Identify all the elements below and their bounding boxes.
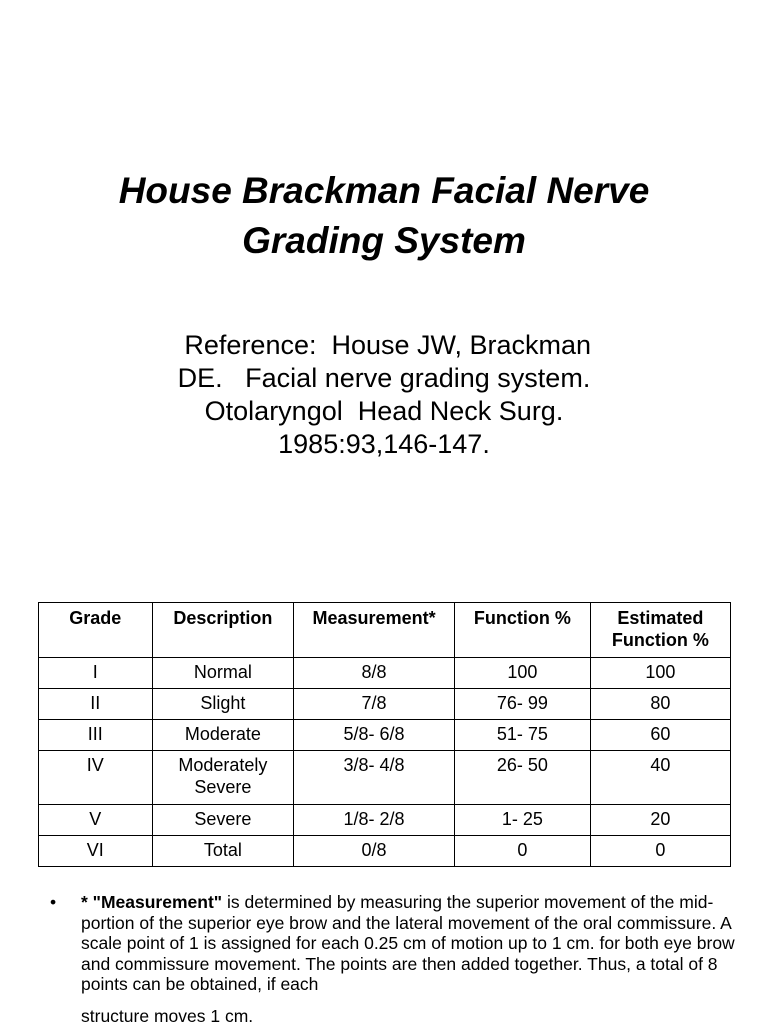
cell-measurement: 7/8 [294, 689, 455, 720]
cell-measurement: 0/8 [294, 836, 455, 867]
cell-measurement: 8/8 [294, 658, 455, 689]
cell-description-line-2: Severe [194, 777, 251, 797]
reference-line-3: Otolaryngol Head Neck Surg. [0, 395, 768, 428]
cell-description: Moderate [152, 720, 294, 751]
cell-estimated: 0 [590, 836, 730, 867]
header-grade: Grade [39, 603, 153, 658]
header-measurement: Measurement* [294, 603, 455, 658]
cell-estimated: 80 [590, 689, 730, 720]
reference-line-2: DE. Facial nerve grading system. [0, 362, 768, 395]
header-function: Function % [454, 603, 590, 658]
reference-line-1: Reference: House JW, Brackman [0, 329, 768, 362]
cell-grade: V [39, 805, 153, 836]
cell-function: 0 [454, 836, 590, 867]
cell-function: 100 [454, 658, 590, 689]
page-title [0, 166, 768, 266]
cell-function: 1- 25 [454, 805, 590, 836]
table-row [39, 720, 731, 751]
header-estimated-function [590, 603, 730, 658]
cell-description: Slight [152, 689, 294, 720]
cell-grade: II [39, 689, 153, 720]
cell-estimated: 60 [590, 720, 730, 751]
bullet-icon: • [50, 892, 56, 913]
reference-citation [0, 329, 768, 461]
table-row [39, 751, 731, 805]
cell-grade: IV [39, 751, 153, 805]
cell-function: 51- 75 [454, 720, 590, 751]
cell-description: Normal [152, 658, 294, 689]
cell-grade: III [39, 720, 153, 751]
header-estimated-line-1: Estimated [617, 608, 703, 628]
table-header-row [39, 603, 731, 658]
table-row [39, 689, 731, 720]
cell-function: 76- 99 [454, 689, 590, 720]
header-description: Description [152, 603, 294, 658]
title-line-1: House Brackman Facial Nerve [0, 166, 768, 216]
table-row [39, 658, 731, 689]
footnote-lead: * "Measurement" [81, 892, 222, 912]
cell-estimated: 100 [590, 658, 730, 689]
header-estimated-line-2: Function % [612, 630, 709, 650]
table-row [39, 836, 731, 867]
table-row [39, 805, 731, 836]
cell-measurement: 1/8- 2/8 [294, 805, 455, 836]
cell-grade: VI [39, 836, 153, 867]
title-line-2: Grading System [0, 216, 768, 266]
footnote-text [81, 892, 740, 1026]
cell-estimated: 20 [590, 805, 730, 836]
cell-measurement: 5/8- 6/8 [294, 720, 455, 751]
cell-function: 26- 50 [454, 751, 590, 805]
grading-table [38, 602, 731, 867]
cell-description [152, 751, 294, 805]
cell-grade: I [39, 658, 153, 689]
footnote-body: is determined by measuring the superior movement of the mid-portion of the superior eye brow and the lateral movement of the oral commissure. A scale point of 1 is assigned for each 0.25 cm of motion up to 1 cm. for both eye brow and commissure movement. The points are then added together. Thus, a total of 8 points can be obtained, if each [81, 892, 735, 994]
cell-description: Severe [152, 805, 294, 836]
cell-description: Total [152, 836, 294, 867]
cell-estimated: 40 [590, 751, 730, 805]
measurement-footnote [50, 892, 740, 1026]
reference-line-4: 1985:93,146-147. [0, 428, 768, 461]
cell-measurement: 3/8- 4/8 [294, 751, 455, 805]
footnote-tail: structure moves 1 cm. [81, 1006, 740, 1026]
cell-description-line-1: Moderately [178, 755, 267, 775]
